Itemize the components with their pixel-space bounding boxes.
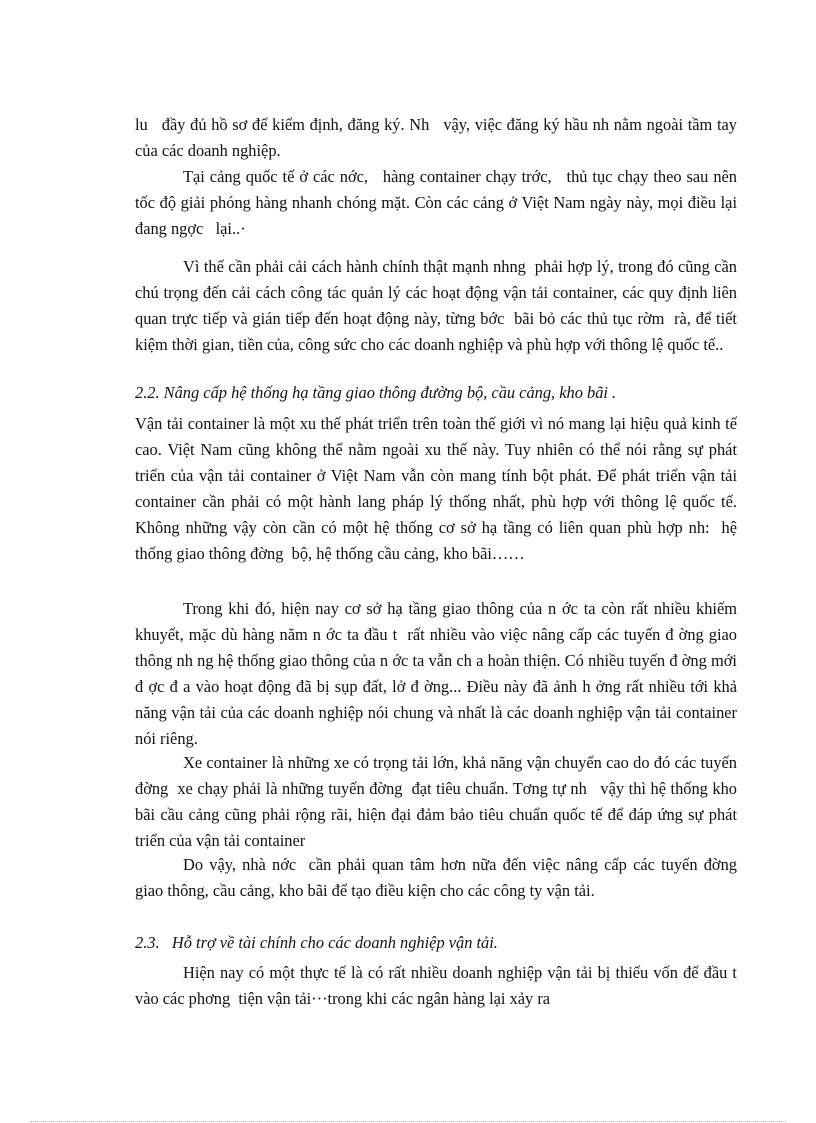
paragraph-1: lu đầy đủ hồ sơ để kiểm định, đăng ký. Nh vậy, việc đăng ký hầu nh nằm ngoài tầm tay của các doanh nghiệp. xyxy=(135,115,742,160)
section-heading-2-2: 2.2. Nâng cấp hệ thống hạ tầng giao thông đường bộ, cầu cảng, kho bãi . xyxy=(135,383,617,402)
paragraph-8: Hiện nay có một thực tế là có rất nhiều doanh nghiệp vận tải bị thiếu vốn để đầu t vào các phơng tiện vận tải···trong khi các ngân hàng lại xảy ra xyxy=(135,963,746,1008)
footer-divider xyxy=(30,1121,786,1122)
paragraph-6: Xe container là những xe có trọng tải lớn, khả năng vận chuyển cao do đó các tuyến đờng xe chạy phải là những tuyến đờng đạt tiêu chuẩn. Tơng tự nh vậy thì hệ thống kho bãi cầu cảng cũng phải rộng rãi, hiện đại đảm bảo tiêu chuẩn quốc tế để đáp ứng sự phát triển của vận tải container xyxy=(135,753,742,850)
section-heading-2-3: 2.3. Hỗ trợ về tài chính cho các doanh nghiệp vận tải. xyxy=(135,933,498,952)
paragraph-3: Vì thế cần phải cải cách hành chính thật mạnh nhng phải hợp lý, trong đó cũng cần chú trọng đến cải cách công tác quản lý các hoạt động vận tải container, các quy định liên quan trực tiếp và gián tiếp đến hoạt động này, từng bớc bãi bỏ các thủ tục rờm rà, để tiết kiệm thời gian, tiền của, công sức cho các doanh nghiệp và phù hợp với thông lệ quốc tế.. xyxy=(135,257,742,354)
paragraph-7: Do vậy, nhà nớc cần phải quan tâm hơn nữa đến việc nâng cấp các tuyến đờng giao thông, cầu cảng, kho bãi để tạo điều kiện cho các công ty vận tải. xyxy=(135,855,746,900)
paragraph-2: Tại cảng quốc tế ở các nớc, hàng container chạy trớc, thủ tục chạy theo sau nên tốc độ giải phóng hàng nhanh chóng mặt. Còn các cảng ở Việt Nam ngày này, mọi điều lại đang ngợc lại..· xyxy=(135,167,742,238)
paragraph-5: Trong khi đó, hiện nay cơ sở hạ tầng giao thông của n ớc ta còn rất nhiều khiếm khuyết, mặc dù hàng năm n ớc ta đầu t rất nhiều vào việc nâng cấp các tuyến đ ờng giao thông nh ng hệ thống giao thông của n ớc ta vẫn ch a hoàn thiện. Có nhiều tuyến đ ờng mới đ ợc đ a vào hoạt động đã bị sụp đất, lở đ ờng... Điều này đã ảnh h ởng rất nhiều tới khả năng vận tải của các doanh nghiệp nói chung và nhất là các doanh nghiệp vận tải container nói riêng. xyxy=(135,599,742,748)
paragraph-4: Vận tải container là một xu thế phát triển trên toàn thế giới vì nó mang lại hiệu quả kinh tế cao. Việt Nam cũng không thể nằm ngoài xu thế này. Tuy nhiên có thể nói rằng sự phát triển của vận tải container ở Việt Nam vẫn còn mang tính bột phát. Để phát triển vận tải container cần phải có một hành lang pháp lý thống nhất, phù hợp với thông lệ quốc tế. Không những vậy còn cần có một hệ thống cơ sở hạ tầng có liên quan phù hợp nh: hệ thống giao thông đờng bộ, hệ thống cầu cảng, kho bãi…… xyxy=(135,414,742,563)
